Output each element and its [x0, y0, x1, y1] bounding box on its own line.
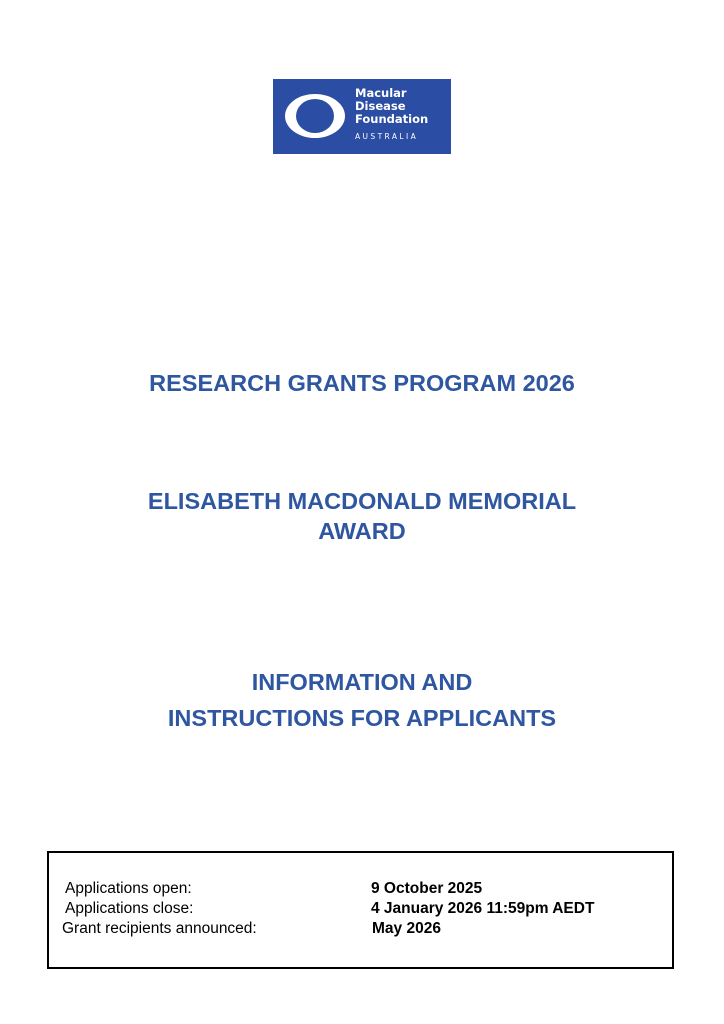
info-title	[0, 664, 724, 736]
applications-close-value: 4 January 2026 11:59pm AEDT	[371, 900, 595, 917]
recipients-announced-label: Grant recipients announced:	[62, 920, 257, 937]
logo-wordmark	[355, 87, 428, 126]
eye-icon	[284, 93, 346, 139]
logo-country: AUSTRALIA	[355, 132, 419, 141]
info-title-line-2: INSTRUCTIONS FOR APPLICANTS	[167, 705, 557, 731]
program-title: RESEARCH GRANTS PROGRAM 2026	[149, 370, 575, 396]
key-dates-box	[47, 851, 674, 969]
award-title-line-2: AWARD	[318, 518, 406, 544]
logo-line-1: Macular	[355, 86, 407, 100]
applications-open-value: 9 October 2025	[371, 880, 483, 897]
award-title-line-1: ELISABETH MACDONALD MEMORIAL	[147, 488, 577, 514]
info-title-line-1: INFORMATION AND	[251, 669, 473, 695]
recipients-announced-value: May 2026	[372, 920, 441, 937]
award-title	[0, 486, 724, 546]
foundation-logo	[273, 79, 451, 154]
applications-close-label: Applications close:	[65, 900, 194, 917]
logo-line-3: Foundation	[355, 112, 429, 126]
logo-line-2: Disease	[355, 99, 406, 113]
applications-open-label: Applications open:	[65, 880, 192, 897]
